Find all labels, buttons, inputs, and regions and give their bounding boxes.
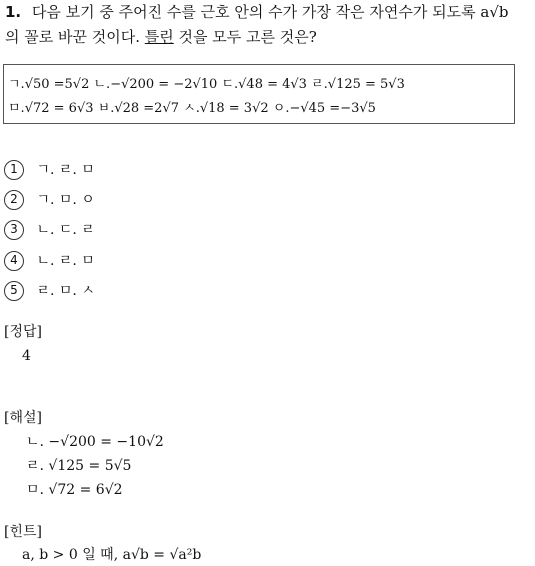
question-line-2 [5, 26, 317, 48]
option-text: ㄴ. ㄹ. ㅁ [36, 253, 95, 269]
option-number: 5 [4, 281, 24, 301]
option-number: 4 [4, 251, 24, 271]
question-text: 다음 보기 중 주어진 수를 근호 안의 수가 가장 작은 자연수가 되도록 a√b [31, 3, 509, 21]
choices-row-1: ㄱ.√50 =5√2 ㄴ.−√200 = −2√10 ㄷ.√48 = 4√3 ㄹ.√125 = 5√3 [8, 77, 405, 92]
option-text: ㄱ. ㄹ. ㅁ [36, 162, 95, 178]
answer-header: [정답] [4, 324, 42, 340]
explanation-line: ㄹ. √125 = 5√5 [26, 458, 132, 474]
answer-value: 4 [22, 348, 31, 364]
option-number: 1 [4, 160, 24, 180]
choices-row-2: ㅁ.√72 = 6√3 ㅂ.√28 =2√7 ㅅ.√18 = 3√2 ㅇ.−√45 =−3√5 [8, 101, 376, 116]
option-number: 3 [4, 220, 24, 240]
option-2[interactable] [4, 190, 95, 210]
option-4[interactable] [4, 251, 95, 271]
option-1[interactable] [4, 160, 95, 180]
option-text: ㄹ. ㅁ. ㅅ [36, 283, 95, 299]
question-text-prefix: 의 꼴로 바꾼 것이다. [5, 28, 140, 46]
question-text-suffix: 것을 모두 고른 것은? [178, 28, 317, 46]
option-3[interactable] [4, 220, 95, 240]
question-number: 1. [5, 3, 22, 21]
option-text: ㄴ. ㄷ. ㄹ [36, 222, 95, 238]
explanation-line: ㅁ. √72 = 6√2 [26, 482, 123, 498]
option-text: ㄱ. ㅁ. ㅇ [36, 192, 95, 208]
question-line-1 [5, 1, 508, 23]
option-number: 2 [4, 190, 24, 210]
option-5[interactable] [4, 281, 95, 301]
underlined-word: 틀린 [144, 28, 174, 46]
hint-text: a, b > 0 일 때, a√b = √a²b [22, 547, 202, 563]
hint-header: [힌트] [4, 524, 42, 540]
explanation-header: [해설] [4, 410, 42, 426]
explanation-line: ㄴ. −√200 = −10√2 [26, 434, 164, 450]
